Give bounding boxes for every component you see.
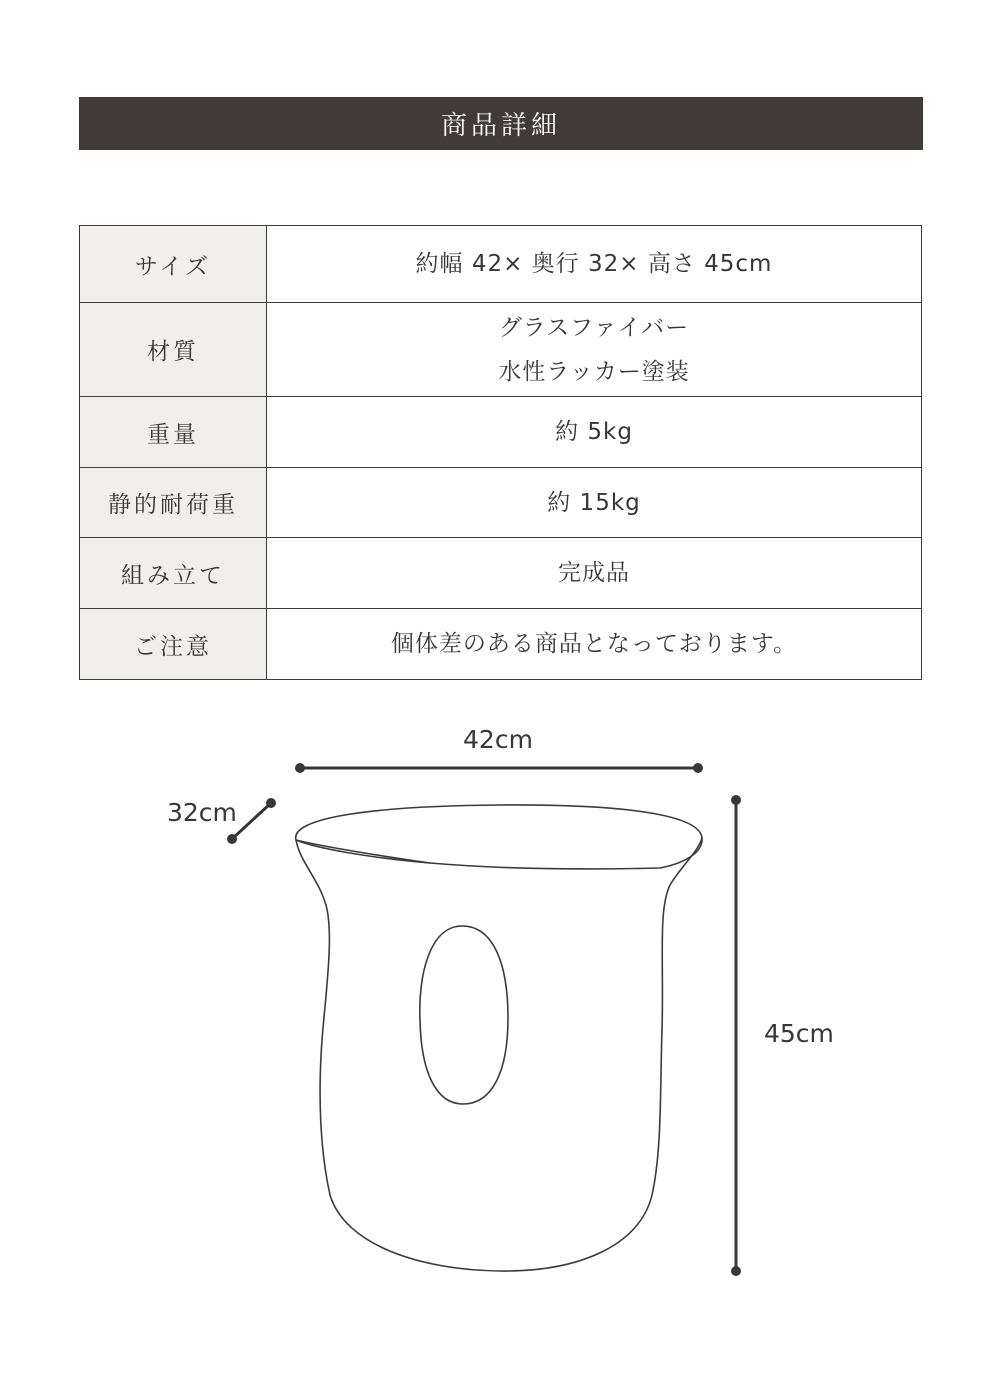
depth-dimension-line — [232, 803, 271, 839]
table-row — [80, 468, 922, 538]
spec-label-weight: 重量 — [80, 397, 267, 468]
table-row — [80, 397, 922, 468]
spec-value-note — [267, 609, 922, 680]
height-dimension-endpoint — [731, 795, 741, 805]
height-dimension-endpoint — [731, 1266, 741, 1276]
depth-dimension-label: 32cm — [167, 798, 237, 827]
table-row — [80, 226, 922, 303]
table-row — [80, 609, 922, 680]
stool-outline — [296, 805, 702, 1271]
spec-value-line: 水性ラッカー塗装 — [498, 358, 690, 385]
width-dimension-endpoint — [295, 763, 305, 773]
stool-handle-hole — [420, 926, 508, 1104]
spec-label-size: サイズ — [80, 226, 267, 303]
spec-table — [79, 225, 922, 680]
stool-rim-inner-edge — [296, 840, 430, 863]
spec-value-line: グラスファイバー — [498, 314, 690, 341]
stool-rim — [296, 805, 702, 869]
depth-dimension-endpoint — [227, 834, 237, 844]
table-row — [80, 538, 922, 609]
dimension-diagram — [0, 700, 1000, 1340]
width-dimension-endpoint — [693, 763, 703, 773]
spec-value-line: 約 5kg — [555, 419, 633, 445]
spec-value-size — [267, 226, 922, 303]
spec-value-assembly — [267, 538, 922, 609]
spec-value-weight — [267, 397, 922, 468]
section-title: 商品詳細 — [440, 111, 561, 141]
spec-value-load — [267, 468, 922, 538]
section-header — [79, 97, 923, 150]
table-row — [80, 303, 922, 397]
spec-label-material: 材質 — [80, 303, 267, 397]
spec-value-line: 完成品 — [558, 560, 630, 586]
stool-body — [296, 838, 702, 1271]
depth-dimension-endpoint — [266, 798, 276, 808]
spec-label-note: ご注意 — [80, 609, 267, 680]
spec-label-assembly: 組み立て — [80, 538, 267, 609]
spec-value-line: 約 15kg — [547, 489, 641, 516]
spec-value-line: 約幅 42× 奥行 32× 高さ 45cm — [415, 251, 773, 277]
spec-value-line: 個体差のある商品となっております。 — [390, 631, 798, 657]
height-dimension-label: 45cm — [764, 1019, 834, 1048]
spec-label-load: 静的耐荷重 — [80, 468, 267, 538]
spec-value-material — [267, 303, 922, 397]
width-dimension-label: 42cm — [463, 725, 533, 754]
